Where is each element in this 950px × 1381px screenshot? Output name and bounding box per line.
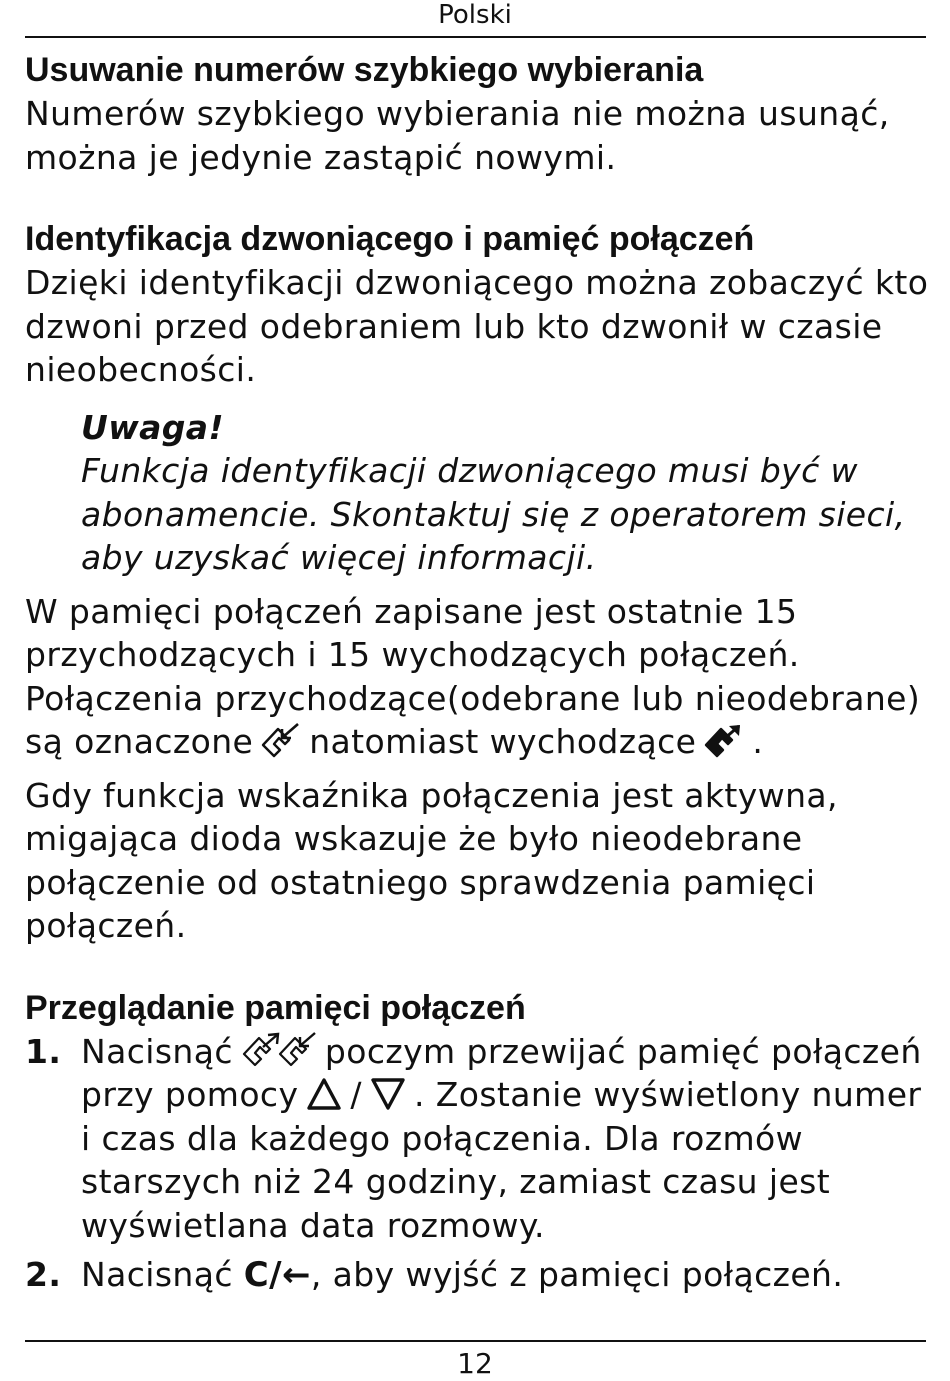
steps-list — [25, 1030, 930, 1298]
paragraph-call-indicator: Gdy funkcja wskaźnika połączenia jest aktywna, migająca dioda wskazuje że było nieodebrane połączenie od ostatniego sprawdzenia pamięci połączeń. — [25, 775, 838, 945]
call-log-key-icon — [241, 1032, 317, 1068]
step-separator: / — [350, 1075, 362, 1114]
call-markers-text-a: Połączenia przychodzące(odebrane lub nieodebrane) są oznaczone — [25, 678, 921, 761]
paragraph-delete-speed-dial: Numerów szybkiego wybierania nie można usunąć, można je jedynie zastąpić nowymi. — [25, 94, 890, 177]
page-number: 12 — [457, 1347, 493, 1380]
footer-divider — [25, 1340, 926, 1342]
step-text-a: Nacisnąć — [81, 1031, 233, 1071]
call-markers-text-c: . — [752, 722, 764, 761]
down-arrow-icon — [370, 1077, 406, 1111]
step-text-c: . Zostanie wyświetlony numer i czas dla każdego połączenia. Dla rozmów starszych niż 24 godziny, zamiast czasu jest wyświetlana data rozmowy. — [81, 1075, 922, 1245]
call-markers-text-b: natomiast wychodzące — [309, 722, 697, 761]
outgoing-call-icon — [704, 723, 744, 759]
page-content — [25, 48, 930, 1298]
incoming-call-icon — [261, 723, 301, 759]
note-body: Funkcja identyfikacji dzwoniącego musi być w abonamencie. Skontaktuj się z operatorem sieci, aby uzyskać więcej informacji. — [81, 451, 906, 577]
note-title: Uwaga! — [81, 407, 224, 447]
header-divider — [25, 36, 926, 38]
up-arrow-icon — [306, 1077, 342, 1111]
step-item — [25, 1253, 930, 1298]
section-heading-caller-id: Identyfikacja dzwoniącego i pamięć połączeń — [25, 220, 755, 258]
step-text-b: poczym przewijać pamięć połączeń przy pomocy — [81, 1031, 922, 1114]
paragraph-memory-capacity: W pamięci połączeń zapisane jest ostatnie 15 przychodzących i 15 wychodzących połączeń. — [25, 591, 800, 674]
note-box — [81, 406, 930, 580]
step-text-a: Nacisnąć — [81, 1255, 233, 1294]
step-item — [25, 1030, 930, 1248]
step-text-b: , aby wyjść z pamięci połączeń. — [310, 1255, 844, 1294]
paragraph-caller-id-intro: Dzięki identyfikacji dzwoniącego można zobaczyć kto dzwoni przed odebraniem lub kto dzwonił w czasie nieobecności. — [25, 263, 929, 389]
clear-back-key-icon: C/← — [243, 1255, 311, 1295]
page-header: Polski — [438, 0, 512, 30]
paragraph-call-markers — [25, 677, 930, 764]
section-heading-delete-speed-dial: Usuwanie numerów szybkiego wybierania — [25, 51, 704, 89]
step-number: 1. — [25, 1031, 62, 1071]
section-heading-browse-call-log: Przeglądanie pamięci połączeń — [25, 988, 526, 1027]
step-number: 2. — [25, 1255, 62, 1294]
